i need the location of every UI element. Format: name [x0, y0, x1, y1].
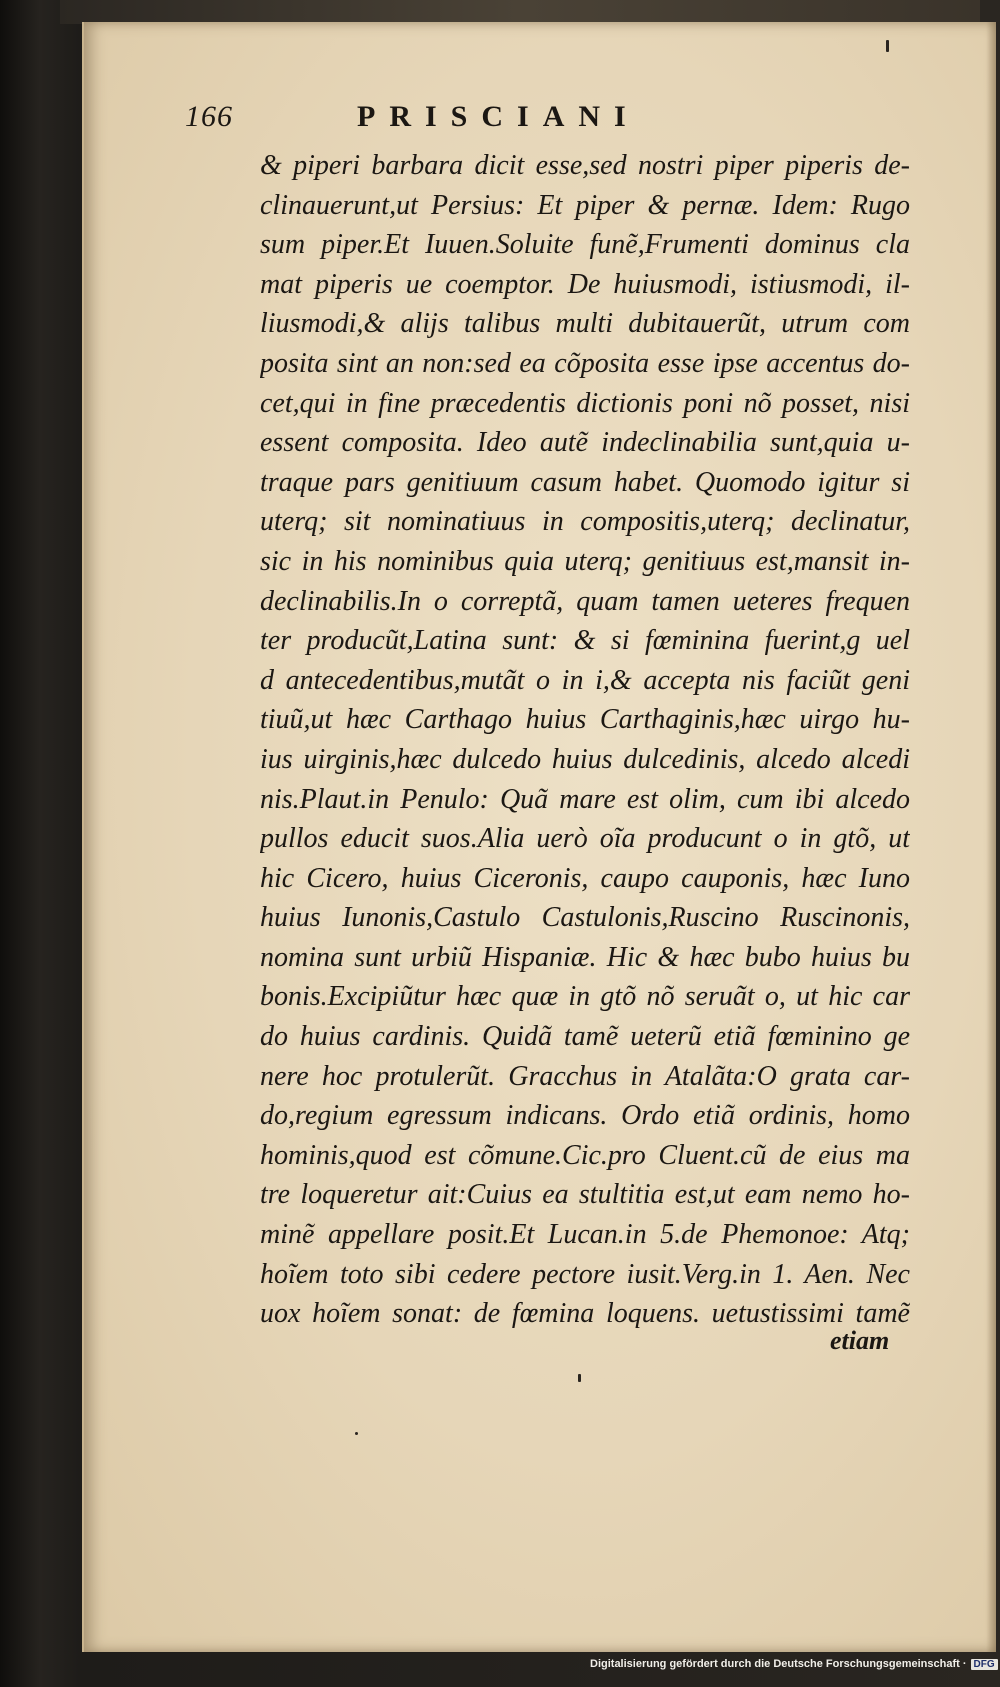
- text-line: tiuũ,ut hæc Carthago huius Carthaginis,hæc uirgo hu-: [260, 704, 910, 736]
- dfg-logo: DFG: [971, 1659, 998, 1670]
- text-line: hoĩem toto sibi cedere pectore iusit.Verg.in 1. Aen. Nec: [260, 1258, 910, 1290]
- text-line: do,regium egressum indicans. Ordo etiã ordinis, homo: [260, 1100, 910, 1132]
- text-line: d antecedentibus,mutãt o in i,& accepta nis faciũt geni: [260, 664, 910, 696]
- text-line: huius Iunonis,Castulo Castulonis,Ruscino Ruscinonis,: [260, 902, 910, 934]
- text-line: nere hoc protulerũt. Gracchus in Atalãta:O grata car-: [260, 1060, 910, 1092]
- text-line: cet,qui in fine præcedentis dictionis poni nõ posset, nisi: [260, 387, 910, 419]
- text-line: sum piper.Et Iuuen.Soluite funẽ,Frumenti dominus cla: [260, 229, 910, 261]
- text-line: posita sint an non:sed ea cõposita esse ipse accentus do-: [260, 347, 910, 379]
- running-head: PRISCIANI: [357, 100, 640, 133]
- text-line: pullos educit suos.Alia uerò oĩa producunt o in gtõ, ut: [260, 823, 910, 855]
- text-line: declinabilis.In o correptã, quam tamen ueteres frequen: [260, 585, 910, 617]
- text-line: do huius cardinis. Quidã tamẽ ueterũ etiã fœminino ge: [260, 1021, 910, 1053]
- text-line: clinauerunt,ut Persius: Et piper & pernæ. Idem: Rugo: [260, 189, 910, 221]
- page-edge-shadow: [986, 22, 996, 1652]
- page-header: [185, 100, 805, 140]
- folio-number: 166: [185, 100, 233, 133]
- credit-text: Digitalisierung gefördert durch die Deutsche Forschungsgemeinschaft ·: [590, 1658, 967, 1670]
- text-line: essent composita. Ideo autẽ indeclinabilia sunt,quia u-: [260, 427, 910, 459]
- body-text: [260, 146, 910, 1334]
- text-line: nomina sunt urbiũ Hispaniæ. Hic & hæc bubo huius bu: [260, 941, 910, 973]
- text-line: minẽ appellare posit.Et Lucan.in 5.de Phemonoe: Atq;: [260, 1219, 910, 1251]
- text-line: bonis.Excipiũtur hæc quæ in gtõ nõ seruãt o, ut hic car: [260, 981, 910, 1013]
- text-line: uox hoĩem sonat: de fœmina loquens. uetustissimi tamẽ: [260, 1298, 910, 1330]
- text-line: traque pars genitiuum casum habet. Quomodo igitur si: [260, 466, 910, 498]
- text-line: ter producũt,Latina sunt: & si fœminina fuerint,g uel: [260, 625, 910, 657]
- text-line: sic in his nominibus quia uterq; genitiuus est,mansit in-: [260, 545, 910, 577]
- text-line: uterq; sit nominatiuus in compositis,uterq; declinatur,: [260, 506, 910, 538]
- text-line: ius uirginis,hæc dulcedo huius dulcedinis, alcedo alcedi: [260, 743, 910, 775]
- catchword: etiam: [830, 1326, 890, 1355]
- print-speck: [355, 1432, 358, 1435]
- book-edge-top: [60, 0, 980, 24]
- text-line: mat piperis ue coemptor. De huiusmodi, istiusmodi, il-: [260, 268, 910, 300]
- print-speck: [886, 40, 889, 52]
- text-line: liusmodi,& alijs talibus multi dubitauerũt, utrum com: [260, 308, 910, 340]
- print-speck: [578, 1374, 581, 1382]
- text-line: & piperi barbara dicit esse,sed nostri piper piperis de-: [260, 150, 910, 181]
- text-line: hic Cicero, huius Ciceronis, caupo cauponis, hæc Iuno: [260, 862, 910, 894]
- text-line: tre loqueretur ait:Cuius ea stultitia est,ut eam nemo ho-: [260, 1179, 910, 1211]
- digitization-credit: [590, 1658, 995, 1678]
- text-line: hominis,quod est cõmune.Cic.pro Cluent.cũ de eius ma: [260, 1139, 910, 1171]
- text-line: nis.Plaut.in Penulo: Quã mare est olim, cum ibi alcedo: [260, 783, 910, 815]
